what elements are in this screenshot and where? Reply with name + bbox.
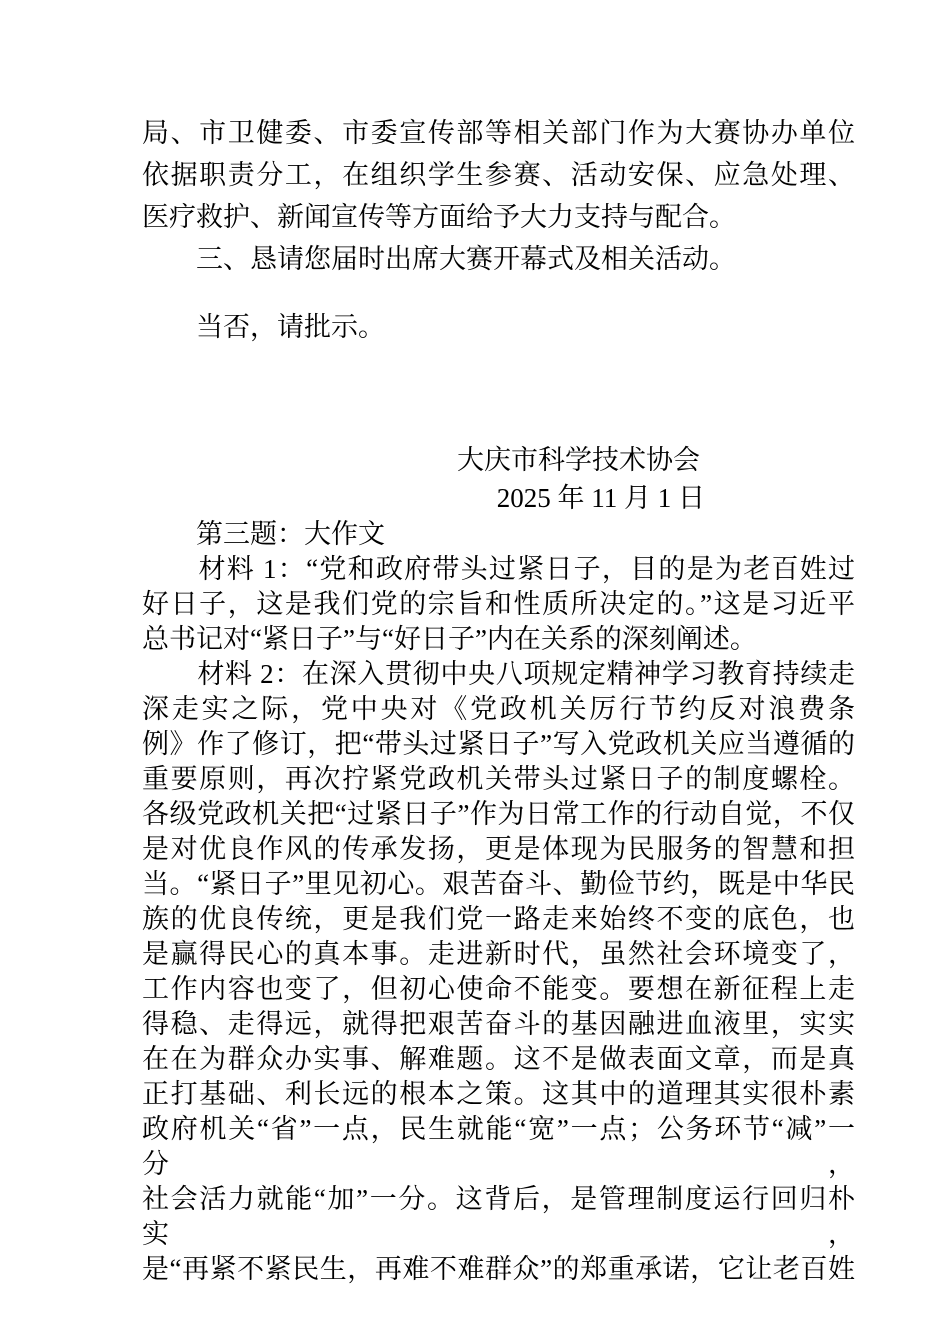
material1-line: 好日子，这是我们党的宗旨和性质所决定的。”这是习近平	[142, 589, 855, 619]
approval-line: 当否，请批示。	[142, 312, 385, 342]
text-line: 依据职责分工，在组织学生参赛、活动安保、应急处理、	[142, 160, 855, 190]
material2-line: 当。“紧日子”里见初心。艰苦奋斗、勤俭节约，既是中华民	[142, 869, 855, 899]
approval-request	[142, 306, 855, 348]
material2-line: 工作内容也变了，但初心使命不能变。要想在新征程上走	[142, 974, 855, 1004]
material2-line: 族的优良传统，更是我们党一路走来始终不变的底色，也	[142, 904, 855, 934]
paragraph-cooperation	[142, 112, 855, 280]
material2-line: 得稳、走得远，就得把艰苦奋斗的基因融进血液里，实实	[142, 1009, 855, 1039]
material2-line: 在在为群众办实事、解难题。这不是做表面文章，而是真	[142, 1044, 855, 1074]
material2-line: 例》作了修订，把“带头过紧日子”写入党政机关应当遵循的	[142, 729, 855, 759]
material2-line: 社会活力就能“加”一分。这背后，是管理制度运行回归朴实，	[142, 1184, 855, 1249]
material1-line: 总书记对“紧日子”与“好日子”内在关系的深刻阐述。	[142, 624, 757, 654]
signature-block	[142, 441, 855, 517]
text-line: 局、市卫健委、市委宣传部等相关部门作为大赛协办单位	[142, 118, 855, 148]
material1-line: 材料 1：“党和政府带头过紧日子，目的是为老百姓过	[142, 554, 855, 584]
topic-heading: 第三题：大作文	[142, 519, 385, 549]
essay-topic-section	[142, 517, 855, 1287]
material2-line: 是赢得民心的真本事。走进新时代，虽然社会环境变了，	[142, 939, 855, 969]
signature-org: 大庆市科学技术协会	[457, 445, 700, 475]
material2-line: 重要原则，再次拧紧党政机关带头过紧日子的制度螺栓。	[142, 764, 855, 794]
material2-line: 政府机关“省”一点，民生就能“宽”一点；公务环节“减”一分，	[142, 1114, 855, 1179]
material2-line: 是“再紧不紧民生，再难不难群众”的郑重承诺，它让老百姓	[142, 1254, 855, 1284]
signature-date: 2025 年 11 月 1 日	[496, 483, 705, 513]
material2-line: 材料 2：在深入贯彻中央八项规定精神学习教育持续走	[142, 659, 855, 689]
material2-line: 正打基础、利长远的根本之策。这其中的道理其实很朴素	[142, 1079, 855, 1109]
material2-line: 是对优良作风的传承发扬，更是体现为民服务的智慧和担	[142, 834, 855, 864]
paragraph-invitation: 三、恳请您届时出席大赛开幕式及相关活动。	[142, 244, 736, 274]
material2-line: 各级党政机关把“过紧日子”作为日常工作的行动自觉，不仅	[142, 799, 855, 829]
text-line: 医疗救护、新闻宣传等方面给予大力支持与配合。	[142, 202, 736, 232]
material2-line: 深走实之际，党中央对《党政机关厉行节约反对浪费条	[142, 694, 855, 724]
